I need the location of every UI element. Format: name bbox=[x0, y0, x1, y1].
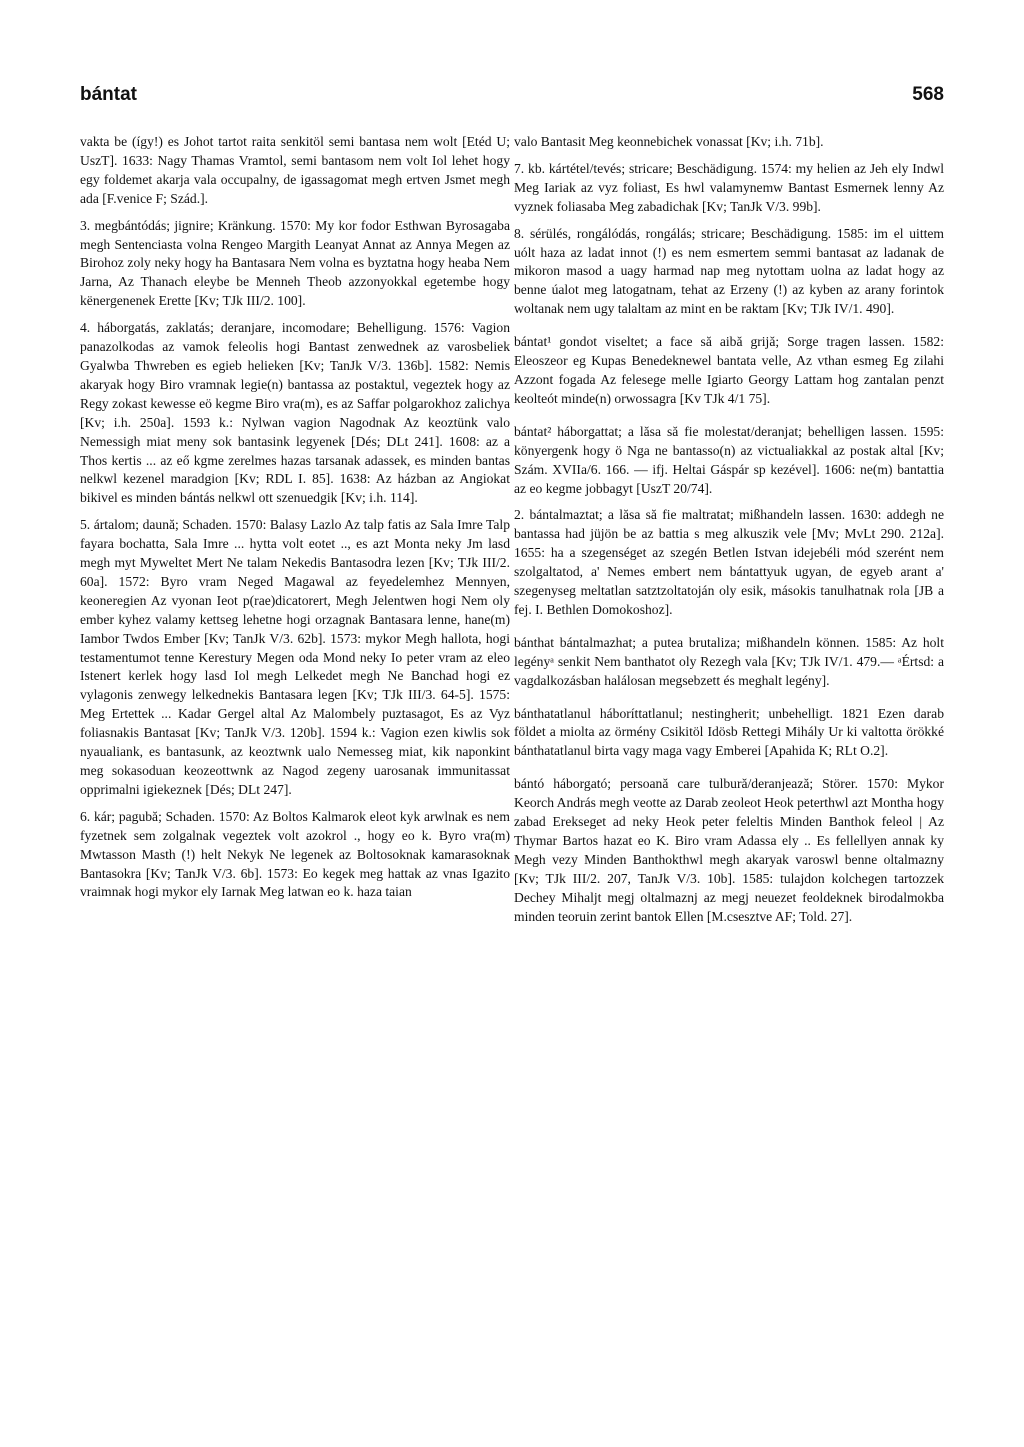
left-column bbox=[80, 133, 510, 1423]
sense-paragraph: 2. bántalmaztat; a lăsa să fie maltratat; mißhandeln lassen. 1630: addegh ne bantassa had jüjön be az battia s meg alkuszik vele [Mv; MvLt 290. 212a]. 1655: ha a szegenséget az szegén Betlen Istvan idejebéli mód szerént nem szolgaltatod, a' Nemes embert nem bántattyuk ugyan, de egyeb arant a' szegenyseg meltatlan satztzoltatoján oly esik, másokis tanulhatnak rola [JB a fej. I. Bethlen Domokoshoz]. bbox=[514, 507, 944, 617]
right-column bbox=[514, 133, 944, 1423]
sense-paragraph: 4. háborgatás, zaklatás; deranjare, incomodare; Behelligung. 1576: Vagion panazolkodas az vamok feleolis hogi Bantast zenwednek az varosbeliek Gyalwba Thwreben es egieb helieken [Kv; TanJk V/3. 136b]. 1582: Nemis akaryak hogy Biro vramnak legie(n) bantassa az postaktul, vegeztek hogy az Regy zokast kewesse eö kegme Biro vra(m), es az Saffar polgarokhoz zalichya [Kv; i.h. 250a]. 1593 k.: Nylwan vagion Nagodnak Az keoztünk valo Nemessigh miat meny sok bantasink legyenek [Dés; DLt 241]. 1608: az a Thos kertis ... az eő kgme zerelmes hazas tarsanak adassek, es minden bantas nelkwl kezenel maradgion [Kv; RDL I. 85]. 1638: Az házban az Angiokat bikivel es minden bántás nelkwl ott szenuedgik [Kv; i.h. 114]. bbox=[80, 320, 510, 506]
dictionary-entry: bántat² háborgattat; a lăsa să fie molestat/deranjat; behelligen lassen. 1595: könyergenk hogy ö Nga ne bantasso(n) az victualiakkal az postak altal [Kv; Szám. XVIIa/6. 166. — ifj. Heltai Gáspár sp kezével]. 1606: ne(m) bantattia az eo kegme jobbagyt [UszT 20/74]. bbox=[514, 423, 944, 496]
paragraph-continuation: valo Bantasit Meg keonnebichek vonassat [Kv; i.h. 71b]. bbox=[514, 134, 824, 149]
dictionary-entry: bánthat bántalmazhat; a putea brutaliza; mißhandeln können. 1585: Az holt legényᵃ senkit Nem banthatot oly Rezegh vala [Kv; TJk IV/1. 479.— ᵃÉrtsd: a vagdalkozásban halálosan megsebzett és meghalt legény]. bbox=[514, 634, 944, 688]
dictionary-entry: bántat¹ gondot viseltet; a face să aibă grijă; Sorge tragen lassen. 1582: Eleoszeor eg Kupas Benedeknewel bantata velle, Az vthan esmeg Eg zilahi Azzont fogada Az felesege melle Igiarto Georgy Lattam hog zantalan penzt keolteót minde(n) orwossagra [Kv TJk 4/1 75]. bbox=[514, 334, 944, 406]
sense-paragraph: 3. megbántódás; jignire; Kränkung. 1570: My kor fodor Esthwan Byrosagaba megh Sentenciasta volna Rengeo Margith Leanyat Annat az Annya Megen az Birohoz zoly neky hogy ha Bantasara Nem volna es byztatna hogy heaba Nem Jarna, Az Thanach eleybe be Menneh Theob azzonyokkal egetembe hogy kënergenenek Erette [Kv; TJk III/2. 100]. bbox=[80, 217, 510, 309]
running-header bbox=[80, 84, 944, 114]
sense-paragraph: 5. ártalom; daună; Schaden. 1570: Balasy Lazlo Az talp fatis az Sala Imre Talp fayara bochatta, Sala Imre ... hytta volt eotet .., es azt Monta neky Jm lasd megh myt Myweltet Mert Ne talam Nekedis Bantasodra lezen [Kv; TJk III/2. 60a]. 1572: Byro vram Neged Magawal az feyedelemhez Mennyen, keoneregien Az vyonan Ieot p(rae)dicatorert, Megh Jelentwen hogi Nem oly ember kyhez valamy kettseg lehetne hogi orzagnak Bantasara lenne, hane(m) Iambor Twdos Ember [Kv; TanJk V/3. 62b]. 1573: mykor Megh hallota, hogi testamentumot tenne Kerestury Megen oda Mond neky Io peter vram az eleo Istenert kerlek hogy lasd Iol megh Lelkedet megh Ne Banchad hogi ez vylagonis zenwegy lelkednekis Bantasara legen [Kv; TJk III/3. 64-5]. 1575: Meg Ertettek ... Kadar Gergel altal Az Malombely puztasagot, Es az Vyz foliasnakis Bantasat [Kv; TanJk V/3. 120b]. 1594 k.: Vagion ezen kiwlis sok nyaualiank, es bantasunk, az keoztwnk ualo Nemesseg miat, kik naponkint meg sokasoduan keozeottwnk az Nagod zegeny uarosanak immunitassat opprimalni igiekeznek [Dés; DLt 247]. bbox=[80, 517, 510, 797]
sense-paragraph: 6. kár; pagubă; Schaden. 1570: Az Boltos Kalmarok eleot kyk arwlnak es nem fyzetnek sem zolgalnak vegeztek volt azokrol ., hogy eo k. Byro vra(m) Mwtasson Masth (!) helt Nekyk Ne legenek az Boltosoknak kamarasoknak Bantasokra [Kv; TanJk V/3. 6b]. 1573: Eo kegek meg hattak az vnas Igazito vraimnak hogi mykor ely Iarnak Meg latwan eo k. haza taian bbox=[80, 808, 510, 900]
paragraph-continuation: vakta be (így!) es Johot tartot raita senkitöl semi bantasa nem wolt [Etéd U; UszT]. 1633: Nagy Thamas Vramtol, semi bantasom nem volt Iol lehet hogy egy foldemet akarja vala occupalny, de igassagomat megh ertven Jsmet megh ada [F.venice F; Szád.]. bbox=[80, 134, 510, 206]
sense-paragraph: 7. kb. kártétel/tevés; stricare; Beschädigung. 1574: my helien az Jeh ely Indwl Meg Iariak az vyz foliast, Es hwl valamynemw Bantast Esmernek lenny Az vyznek foliasaba Meg zabadichak [Kv; TanJk V/3. 99b]. bbox=[514, 160, 944, 214]
sense-paragraph: 8. sérülés, rongálódás, rongálás; stricare; Beschädigung. 1585: im el uittem uólt haza az ladat innot (!) es nem esmertem semmi bantasat az ladanak de mikoron masod a uagy harmad nap meg nytottam uolna az ladat hogy az benne úalot meg latogatnam, tehat az Erzeny (!) az kyben az arany forintok woltanak nem ugy talaltam az mint en be raktam [Kv; TJk IV/1. 490]. bbox=[514, 225, 944, 317]
dictionary-entry: bántó háborgató; persoană care tulbură/deranjează; Störer. 1570: Mykor Keorch András megh veotte az Darab zeoleot Heok peterthwl azt Montha hogy zabad Erekseget ad neky Heok peter feleltis Minden Banthok feleol | Az Thymar Bartos hazat eo K. Biro vram Adassa ely .. Es fellellyen annak ky Megh vezy Minden Banthokthwl megh akaryak varoswl benne oltalmazny [Kv; TJk III/2. 207, TanJk V/3. 10b]. 1585: tulajdon kolchegen tartozzek Dechey Mihaljt megj oltalmaznj az megj neuezet feoldeknek birodalmokba minden teoruin zerint bantok Ellen [M.csesztve AF; Told. 27]. bbox=[514, 776, 944, 924]
running-headword: bántat bbox=[80, 84, 137, 105]
dictionary-entry: bánthatatlanul háboríttatlanul; nestingherit; unbehelligt. 1821 Ezen darab földet a miolta az örmény Csikitöl Idösb Rettegi Mihály Ur ki valtotta örökké bánthatatlanul birta vagy maga vagy Emberei [Apahida K; RLt O.2]. bbox=[514, 705, 944, 759]
page-number: 568 bbox=[912, 84, 944, 105]
